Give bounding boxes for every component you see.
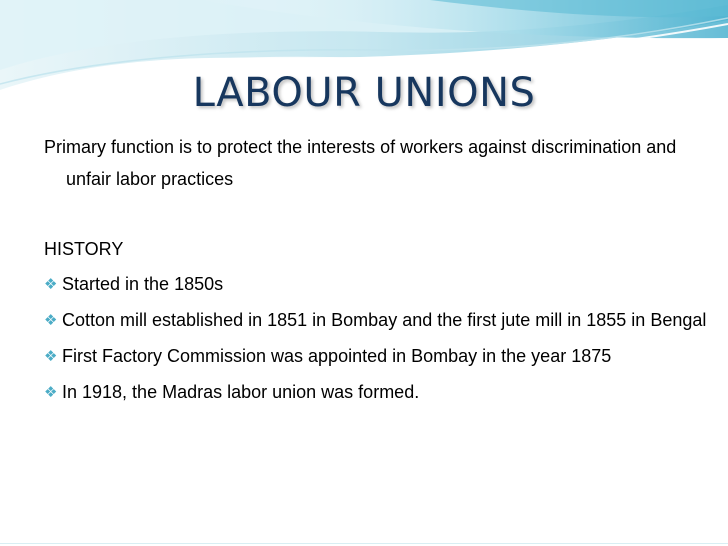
bullet-item <box>44 268 714 301</box>
diamond-bullet-icon: ❖ <box>44 312 58 329</box>
bullet-text: First Factory Commission was appointed in Bombay in the year 1875 <box>62 346 612 366</box>
diamond-bullet-icon: ❖ <box>44 276 58 293</box>
slide-body <box>44 131 714 409</box>
diamond-bullet-icon: ❖ <box>44 348 58 365</box>
bottom-divider <box>0 543 728 544</box>
bullet-text: Cotton mill established in 1851 in Bombay and the first jute mill in 1855 in Bengal <box>62 310 707 330</box>
bullet-item <box>44 376 714 409</box>
intro-paragraph: Primary function is to protect the interests of workers against discrimination and unfair labor practices <box>44 137 677 189</box>
spacer <box>44 195 714 227</box>
slide-title: LABOUR UNIONS <box>192 70 536 116</box>
bullet-item <box>44 340 714 373</box>
bullet-item <box>44 304 714 337</box>
diamond-bullet-icon: ❖ <box>44 384 58 401</box>
section-heading: HISTORY <box>44 239 124 259</box>
bullet-text: Started in the 1850s <box>62 274 224 294</box>
bullet-text: In 1918, the Madras labor union was formed. <box>62 382 420 402</box>
